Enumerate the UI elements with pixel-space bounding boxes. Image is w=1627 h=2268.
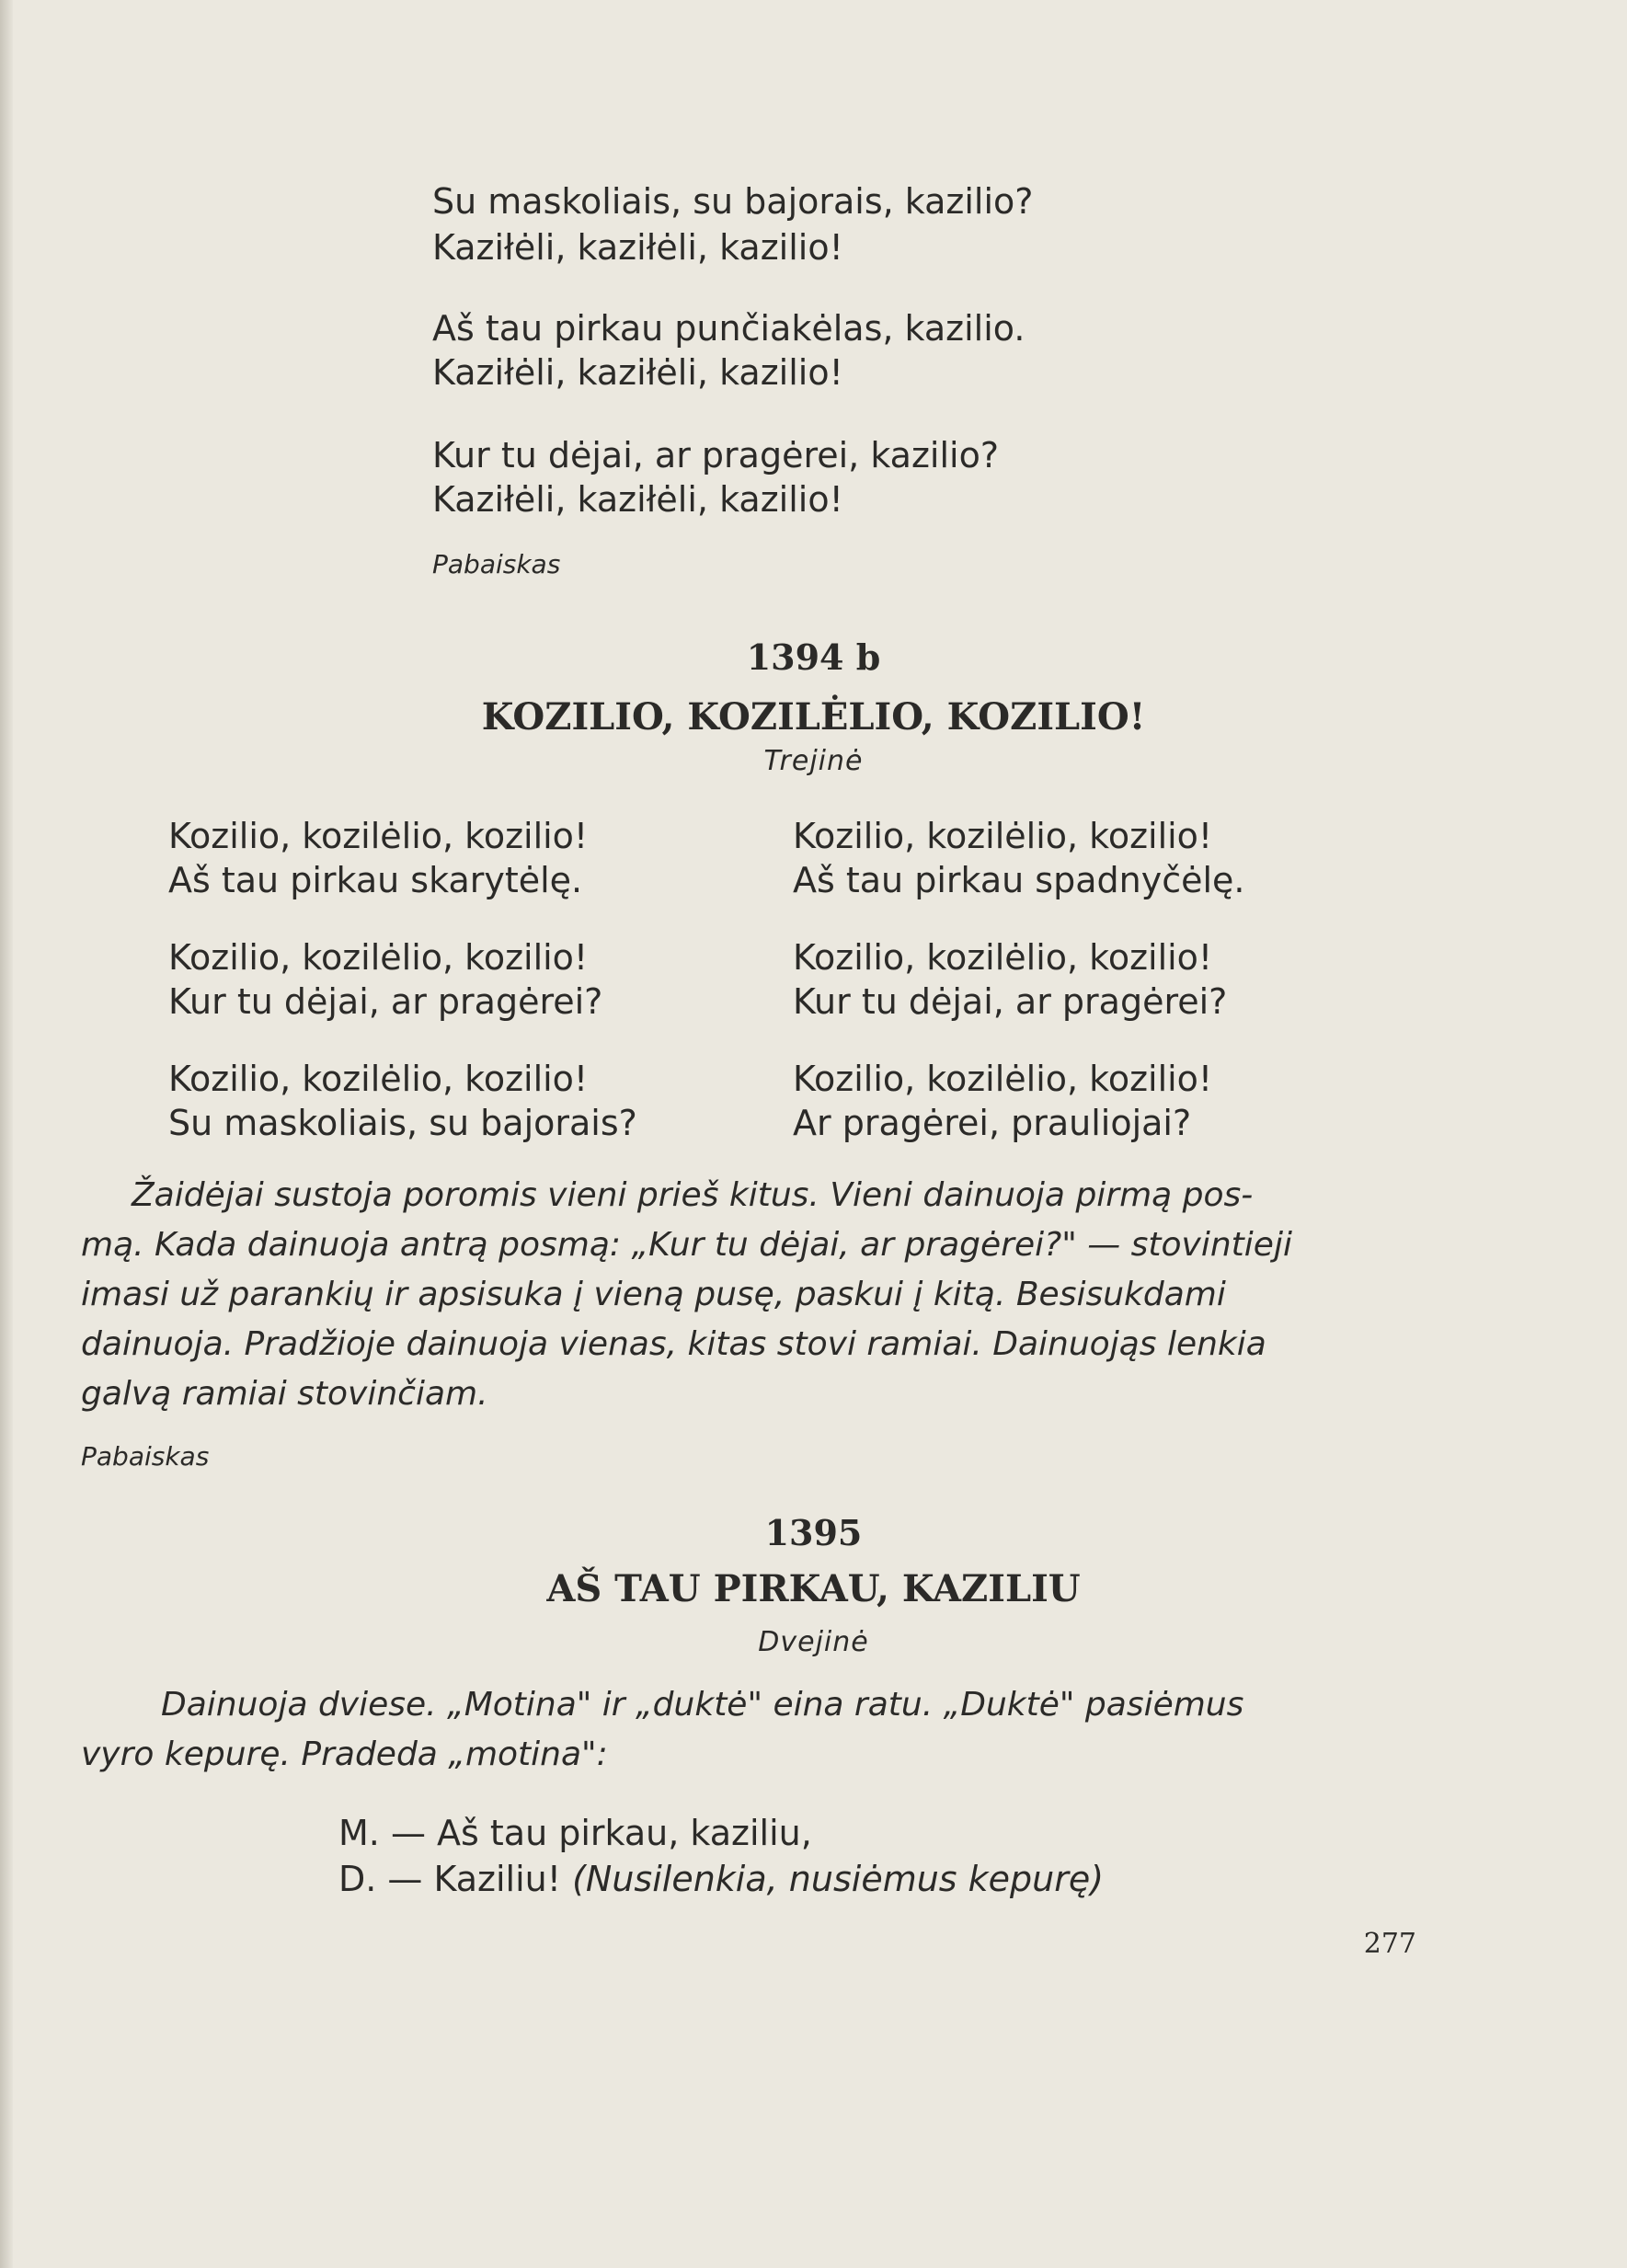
- song-type: Dvejinė: [758, 1626, 869, 1658]
- left-column-line: Kozilio, kozilėlio, kozilio!: [168, 937, 589, 978]
- song-number: 1395: [764, 1512, 863, 1553]
- right-column-line: Kozilio, kozilėlio, kozilio!: [793, 1059, 1213, 1099]
- right-column-line: Kozilio, kozilėlio, kozilio!: [793, 816, 1213, 856]
- description-line: Dainuoja dviese. „Motina" ir „duktė" eina ratu. „Duktė" pasiėmus: [161, 1686, 1244, 1724]
- dialogue-daughter-text: D. — Kaziliu!: [338, 1859, 561, 1899]
- page-spine-shadow: [0, 0, 13, 2268]
- verse-line: Kur tu dėjai, ar pragėrei, kazilio?: [432, 435, 999, 475]
- dialogue-daughter-line: [338, 1859, 1105, 1899]
- page-number: 277: [1363, 1928, 1416, 1960]
- song-title: KOZILIO, KOZILĖLIO, KOZILIO!: [481, 695, 1146, 739]
- verse-line: Kaziłėli, kaziłėli, kazilio!: [432, 227, 843, 268]
- left-column-line: Kozilio, kozilėlio, kozilio!: [168, 1059, 589, 1099]
- description-line: imasi už parankių ir apsisuka į vieną pusę, paskui į kitą. Besisukdami: [81, 1276, 1226, 1313]
- left-column-line: Su maskoliais, su bajorais?: [168, 1103, 637, 1143]
- description-line: vyro kepurę. Pradeda „motina":: [81, 1735, 608, 1773]
- verse-line: Kaziłėli, kaziłėli, kazilio!: [432, 479, 843, 520]
- description-line: Žaidėjai sustoja poromis vieni prieš kitus. Vieni dainuoja pirmą pos-: [132, 1176, 1254, 1214]
- place-label: Pabaiskas: [432, 549, 561, 579]
- left-column-line: Aš tau pirkau skarytėlę.: [168, 860, 583, 900]
- right-column-line: Kozilio, kozilėlio, kozilio!: [793, 937, 1213, 978]
- description-line: dainuoja. Pradžioje dainuoja vienas, kitas stovi ramiai. Dainuojąs lenkia: [81, 1325, 1266, 1363]
- song-number: 1394 b: [746, 636, 881, 678]
- place-label: Pabaiskas: [81, 1441, 210, 1472]
- verse-line: Kaziłėli, kaziłėli, kazilio!: [432, 352, 843, 393]
- verse-line: Su maskoliais, su bajorais, kazilio?: [432, 181, 1034, 222]
- verse-line: Aš tau pirkau punčiakėlas, kazilio.: [432, 308, 1025, 349]
- description-line: mą. Kada dainuoja antrą posmą: „Kur tu dėjai, ar pragėrei?" — stovintieji: [81, 1226, 1292, 1264]
- left-column-line: Kozilio, kozilėlio, kozilio!: [168, 816, 589, 856]
- song-title: AŠ TAU PIRKAU, KAZILIU: [546, 1567, 1081, 1610]
- description-line: galvą ramiai stovinčiam.: [81, 1375, 488, 1413]
- right-column-line: Ar pragėrei, prauliojai?: [793, 1103, 1192, 1143]
- dialogue-stage-direction: (Nusilenkia, nusiėmus kepurę): [572, 1859, 1105, 1899]
- song-type: Trejinė: [763, 745, 864, 777]
- left-column-line: Kur tu dėjai, ar pragėrei?: [168, 981, 603, 1022]
- dialogue-mother-line: M. — Aš tau pirkau, kaziliu,: [338, 1813, 812, 1853]
- right-column-line: Aš tau pirkau spadnyčėlę.: [793, 860, 1245, 900]
- right-column-line: Kur tu dėjai, ar pragėrei?: [793, 981, 1228, 1022]
